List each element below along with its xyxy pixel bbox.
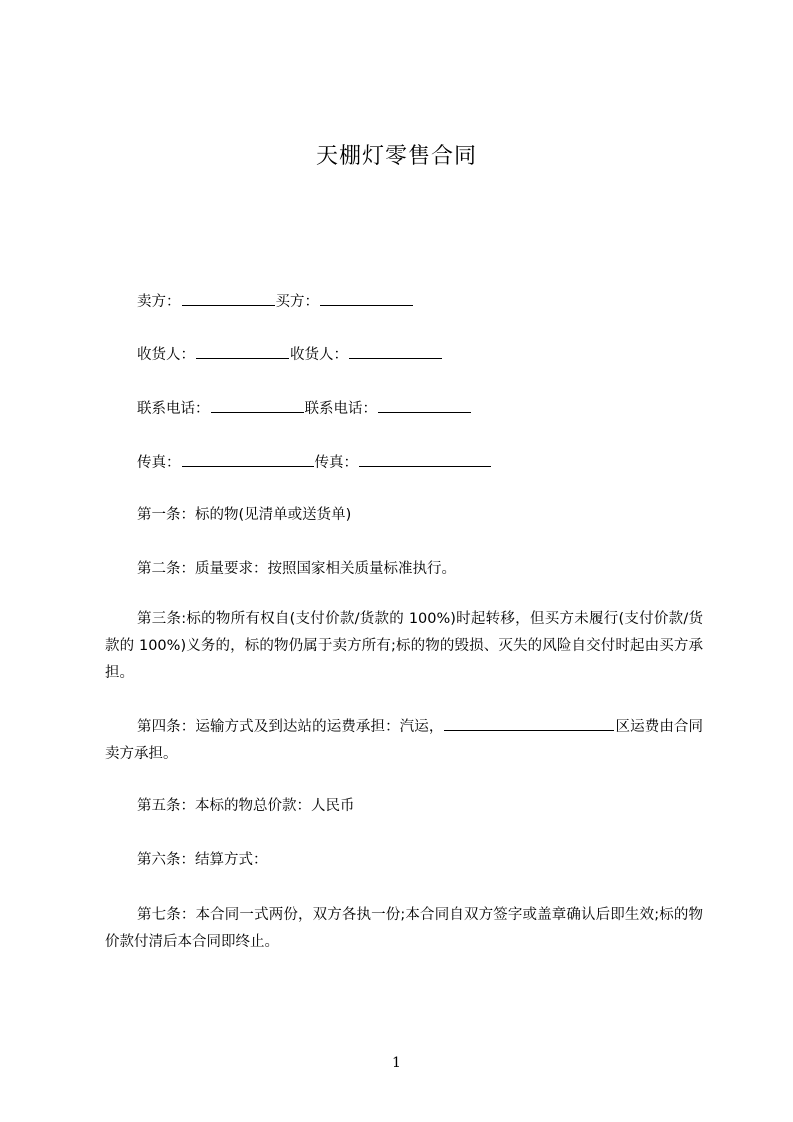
- phone-label-1: 联系电话：: [137, 401, 210, 417]
- page-number: 1: [392, 1055, 401, 1071]
- seller-buyer-line: [137, 291, 414, 312]
- article-6: 第六条：结算方式：: [137, 852, 268, 868]
- consignee-label-2: 收货人：: [290, 347, 348, 363]
- consignee-label-1: 收货人：: [137, 347, 195, 363]
- article-1: 第一条：标的物(见清单或送货单): [137, 507, 352, 523]
- article-2: 第二条：质量要求：按照国家相关质量标准执行。: [137, 561, 456, 577]
- fax-label-2: 传真：: [314, 455, 358, 471]
- article-4-text-after: 区运费由合同卖方承担。: [105, 719, 704, 762]
- fax-blank-1: [182, 452, 314, 467]
- seller-label: 卖方：: [137, 294, 181, 310]
- buyer-blank: [320, 291, 413, 306]
- consignee-blank-1: [196, 344, 289, 359]
- consignee-line: [137, 344, 443, 365]
- phone-line: [137, 398, 472, 419]
- article-4-text-before: 第四条：运输方式及到达站的运费承担：汽运，: [137, 719, 444, 735]
- phone-blank-2: [378, 398, 471, 413]
- seller-blank: [182, 291, 275, 306]
- phone-blank-1: [211, 398, 304, 413]
- page-title: 天棚灯零售合同: [315, 144, 477, 169]
- article-3: 第三条:标的物所有权自(支付价款/货款的 100%)时起转移，但买方未履行(支付价款/货款的 100%)义务的，标的物仍属于卖方所有;标的物的毁损、灭失的风险自交付时起由买方承担。: [105, 611, 703, 681]
- fax-line: [137, 452, 492, 473]
- article-5: 第五条：本标的物总价款：人民币: [137, 798, 355, 814]
- phone-label-2: 联系电话：: [304, 401, 377, 417]
- buyer-label: 买方：: [275, 294, 319, 310]
- consignee-blank-2: [349, 344, 442, 359]
- article-7: 第七条：本合同一式两份，双方各执一份;本合同自双方签字或盖章确认后即生效;标的物价款付清后本合同即终止。: [105, 907, 703, 950]
- fax-blank-2: [359, 452, 491, 467]
- fax-label-1: 传真：: [137, 455, 181, 471]
- transport-blank: [444, 716, 614, 731]
- article-4: [105, 714, 703, 768]
